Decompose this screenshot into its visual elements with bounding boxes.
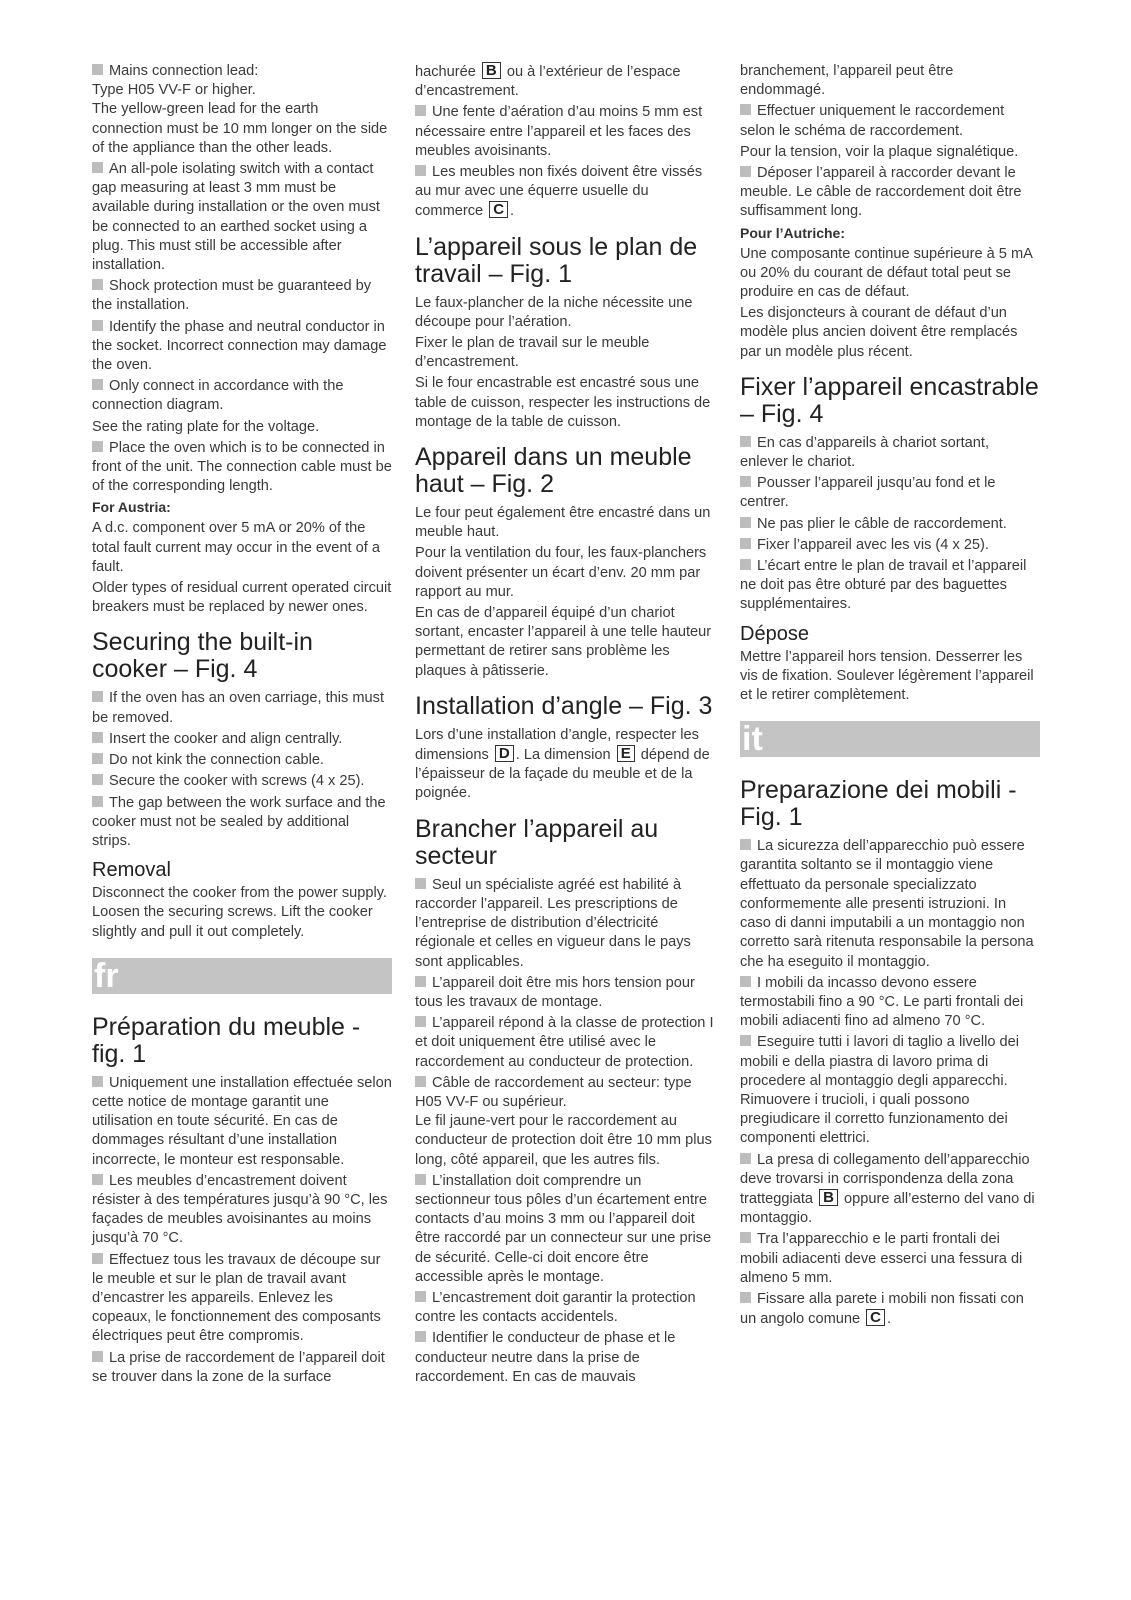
figure-letter-c: C xyxy=(866,1309,885,1326)
paragraph: Effectuer uniquement le raccordement selon le schéma de raccordement. xyxy=(740,103,1005,139)
paragraph: Pour la tension, voir la plaque signalétique. xyxy=(740,143,1019,160)
bullet-square-icon xyxy=(740,1292,751,1303)
paragraph: Le four peut également être encastré dans un meuble haut. xyxy=(415,505,711,541)
bullet-square-icon xyxy=(92,1174,103,1185)
bullet-square-icon xyxy=(92,379,103,390)
bullet-square-icon xyxy=(740,517,751,528)
bullet-square-icon xyxy=(740,1035,751,1046)
language-band-fr xyxy=(92,958,392,994)
bullet-square-icon xyxy=(415,878,426,889)
bullet-square-icon xyxy=(740,839,751,850)
bullet-square-icon xyxy=(740,104,751,115)
paragraph: L’écart entre le plan de travail et l’appareil ne doit pas être obturé par des baguettes supplémentaires. xyxy=(740,558,1027,613)
bullet-square-icon xyxy=(740,476,751,487)
bullet-square-icon xyxy=(740,1153,751,1164)
paragraph: Si le four encastrable est encastré sous une table de cuisson, respecter les instructions de montage de la table de cuisson. xyxy=(415,375,711,430)
bullet-square-icon xyxy=(92,162,103,173)
bullet-square-icon xyxy=(92,1351,103,1362)
paragraph: Insert the cooker and align centrally. xyxy=(92,730,392,749)
paragraph: Mains connection lead: Type H05 VV-F or higher. The yellow-green lead for the earth connection must be 10 mm longer on the side of the appliance than the other leads. xyxy=(92,63,388,156)
bullet-square-icon xyxy=(92,691,103,702)
bullet-square-icon xyxy=(415,165,426,176)
subsection-heading-depose: Dépose xyxy=(740,622,809,645)
bullet-square-icon xyxy=(740,538,751,549)
paragraph: Only connect in accordance with the connection diagram. xyxy=(92,378,344,414)
figure-letter-d: D xyxy=(495,745,514,762)
paragraph: Pour la ventilation du four, les faux-planchers doivent présenter un écart d’env. 20 mm par rapport au mur. xyxy=(415,545,707,600)
section-heading-brancher: Brancher l’appareil au secteur xyxy=(415,814,659,870)
figure-letter-b: B xyxy=(819,1189,838,1206)
section-heading-securing: Securing the built-in cooker – Fig. 4 xyxy=(92,628,313,684)
figure-letter-c: C xyxy=(489,201,508,218)
column-2 xyxy=(415,62,717,1389)
paragraph: Les meubles d’encastrement doivent résister à des températures jusqu’à 90 °C, les façades de meubles avoisinantes au moins jusqu’à 70 °C. xyxy=(92,1172,388,1247)
bullet-square-icon xyxy=(740,1232,751,1243)
bullet-square-icon xyxy=(415,105,426,116)
paragraph: Câble de raccordement au secteur: type H05 VV-F ou supérieur. Le fil jaune-vert pour le raccordement au conducteur de protection doit être 10 mm plus long, côté appareil, que les autres fils. xyxy=(415,1074,712,1168)
bullet-square-icon xyxy=(92,64,103,75)
paragraph: L’appareil doit être mis hors tension pour tous les travaux de montage. xyxy=(415,974,695,1010)
paragraph: Do not kink the connection cable. xyxy=(92,751,392,770)
paragraph: Seul un spécialiste agréé est habilité à raccorder l’appareil. Les prescriptions de l’entreprise de distribution d’électricité régionale et celles en vigueur dans le pays sont applicables. xyxy=(415,876,691,970)
paragraph: Le faux-plancher de la niche nécessite une découpe pour l’aération. xyxy=(415,294,693,330)
column-1 xyxy=(92,62,392,1389)
paragraph: Pousser l’appareil jusqu’au fond et le centrer. xyxy=(740,475,996,511)
bullet-square-icon xyxy=(415,1291,426,1302)
paragraph: Eseguire tutti i lavori di taglio a livello dei mobili e della piastra di lavoro prima di procedere al montaggio degli apparecchi. Rimuovere i trucioli, i quali possono pregiudicare il corretto funzionamento dei componenti elettrici. xyxy=(740,1034,1020,1147)
bullet-square-icon xyxy=(92,1076,103,1087)
bullet-square-icon xyxy=(740,436,751,447)
bullet-square-icon xyxy=(415,976,426,987)
section-heading-fixer: Fixer l’appareil encastrable – Fig. 4 xyxy=(740,372,1039,428)
paragraph: An all-pole isolating switch with a contact gap measuring at least 3 mm must be available during installation or the oven must be connected to an earthed socket using a plug. This must still be accessible after installation. xyxy=(92,161,380,274)
subsection-heading-removal: Removal xyxy=(92,859,171,882)
paragraph: L’appareil répond à la classe de protection I et doit uniquement être utilisé avec le raccordement au conducteur de protection. xyxy=(415,1015,714,1070)
bullet-square-icon xyxy=(415,1016,426,1027)
paragraph: L’installation doit comprendre un sectionneur tous pôles d’un écartement entre contacts d’au moins 3 mm ou l’appareil doit être raccordé par un connecteur sur une prise de sécurité. Celle-ci doit encore être accessible après le montage. xyxy=(415,1172,712,1285)
paragraph: Identifier le conducteur de phase et le conducteur neutre dans la prise de raccordement. En cas de mauvais xyxy=(415,1330,676,1385)
paragraph: Fixer le plan de travail sur le meuble d’encastrement. xyxy=(415,335,650,371)
paragraph: Shock protection must be guaranteed by the installation. xyxy=(92,278,372,314)
paragraph: En cas de d’appareil équipé d’un chariot sortant, encaster l’appareil à une telle hauteur permettant de retirer sans problème les plaques à pâtisserie. xyxy=(415,605,712,679)
paragraph: See the rating plate for the voltage. xyxy=(92,418,320,435)
paragraph: Ne pas plier le câble de raccordement. xyxy=(740,515,1040,534)
section-heading-sous-plan: L’appareil sous le plan de travail – Fig. 1 xyxy=(415,232,698,288)
paragraph: Fissare alla parete i mobili non fissati con un angolo comune C . xyxy=(740,1290,1024,1328)
bullet-square-icon xyxy=(92,753,103,764)
paragraph: Lors d’une installation d’angle, respecter les dimensions D . La dimension E dépend de l’épaisseur de la façade du meuble et de la poignée. xyxy=(415,726,710,802)
paragraph: Déposer l’appareil à raccorder devant le meuble. Le câble de raccordement doit être suffisamment long. xyxy=(740,165,1022,220)
bullet-square-icon xyxy=(415,1076,426,1087)
paragraph: Mettre l’appareil hors tension. Desserrer les vis de fixation. Soulever légèrement l’appareil et le retirer complètement. xyxy=(740,648,1034,704)
bullet-square-icon xyxy=(740,166,751,177)
paragraph: The gap between the work surface and the cooker must not be sealed by additional strips. xyxy=(92,794,386,849)
language-band-it xyxy=(740,721,1040,757)
paragraph: Identify the phase and neutral conductor in the socket. Incorrect connection may damage the oven. xyxy=(92,318,387,374)
bullet-square-icon xyxy=(740,976,751,987)
bullet-square-icon xyxy=(92,441,103,452)
paragraph: Une fente d’aération d’au moins 5 mm est nécessaire entre l’appareil et les faces des meubles avoisinants. xyxy=(415,104,703,159)
paragraph: Tra l’apparecchio e le parti frontali dei mobili adiacenti deve esserci una fessura di almeno 5 mm. xyxy=(740,1231,1023,1286)
bullet-square-icon xyxy=(92,1253,103,1264)
bullet-square-icon xyxy=(92,796,103,807)
paragraph: Secure the cooker with screws (4 x 25). xyxy=(92,772,392,791)
paragraph: hachurée B ou à l’extérieur de l’espace d’encastrement. xyxy=(415,62,681,100)
paragraph: Fixer l’appareil avec les vis (4 x 25). xyxy=(740,536,1040,555)
paragraph: En cas d’appareils à chariot sortant, enlever le chariot. xyxy=(740,434,990,471)
bullet-square-icon xyxy=(92,732,103,743)
subheading-austria: For Austria: xyxy=(92,499,171,516)
language-code: fr xyxy=(94,956,119,995)
paragraph: La prise de raccordement de l’appareil doit se trouver dans la zone de la surface xyxy=(92,1349,385,1385)
figure-letter-b: B xyxy=(482,62,501,79)
figure-letter-e: E xyxy=(617,745,635,762)
bullet-square-icon xyxy=(740,559,751,570)
language-code: it xyxy=(742,720,763,759)
paragraph: Les disjoncteurs à courant de défaut d’un modèle plus ancien doivent être remplacés par un modèle plus récent. xyxy=(740,305,1018,360)
paragraph: I mobili da incasso devono essere termostabili fino a 90 °C. Le parti frontali dei mobili adiacenti fino ad almeno 70 °C. xyxy=(740,974,1024,1030)
section-heading-meuble-haut: Appareil dans un meuble haut – Fig. 2 xyxy=(415,443,692,499)
bullet-square-icon xyxy=(415,1174,426,1185)
paragraph: Older types of residual current operated circuit breakers must be replaced by newer ones. xyxy=(92,580,392,616)
paragraph: Disconnect the cooker from the power supply. Loosen the securing screws. Lift the cooker slightly and pull it out completely. xyxy=(92,885,387,940)
bullet-square-icon xyxy=(415,1331,426,1342)
paragraph: Uniquement une installation effectuée selon cette notice de montage garantit une utilisation en toute sécurité. En cas de dommages résultant d’une installation incorrecte, le monteur est responsable. xyxy=(92,1074,392,1168)
bullet-square-icon xyxy=(92,279,103,290)
paragraph: La sicurezza dell’apparecchio può essere garantita soltanto se il montaggio viene effettuato da personale specializzato conformemente alle presenti istruzioni. In caso di danni imputabili a un montaggio non corretto sarà ritenuta responsabile la persona che ha eseguito il montaggio. xyxy=(740,838,1034,970)
section-heading-preparation-fr: Préparation du meuble - fig. 1 xyxy=(92,1012,361,1068)
paragraph: branchement, l’appareil peut être endommagé. xyxy=(740,63,954,99)
bullet-square-icon xyxy=(92,774,103,785)
paragraph: Effectuez tous les travaux de découpe sur le meuble et sur le plan de travail avant d’encastrer les appareils. Enlevez les copeaux, le fonctionnement des composants électriques peut être compromis. xyxy=(92,1251,381,1345)
paragraph: Une composante continue supérieure à 5 mA ou 20% du courant de défaut total peut se produire en cas de défaut. xyxy=(740,245,1033,301)
section-heading-angle: Installation d’angle – Fig. 3 xyxy=(415,691,713,720)
section-heading-preparazione-it: Preparazione dei mobili - Fig. 1 xyxy=(740,776,1017,832)
paragraph: L’encastrement doit garantir la protection contre les contacts accidentels. xyxy=(415,1289,696,1326)
paragraph: Les meubles non fixés doivent être vissés au mur avec une équerre usuelle du commerce C . xyxy=(415,164,703,220)
subheading-autriche: Pour l’Autriche: xyxy=(740,224,846,241)
paragraph: A d.c. component over 5 mA or 20% of the total fault current may occur in the event of a fault. xyxy=(92,520,380,575)
paragraph: Place the oven which is to be connected in front of the unit. The connection cable must be of the corresponding length. xyxy=(92,439,392,495)
paragraph: If the oven has an oven carriage, this must be removed. xyxy=(92,690,385,726)
column-3 xyxy=(740,62,1040,1331)
paragraph: La presa di collegamento dell’apparecchio deve trovarsi in corrispondenza della zona tratteggiata B oppure all’esterno del vano di montaggio. xyxy=(740,1151,1035,1227)
bullet-square-icon xyxy=(92,320,103,331)
